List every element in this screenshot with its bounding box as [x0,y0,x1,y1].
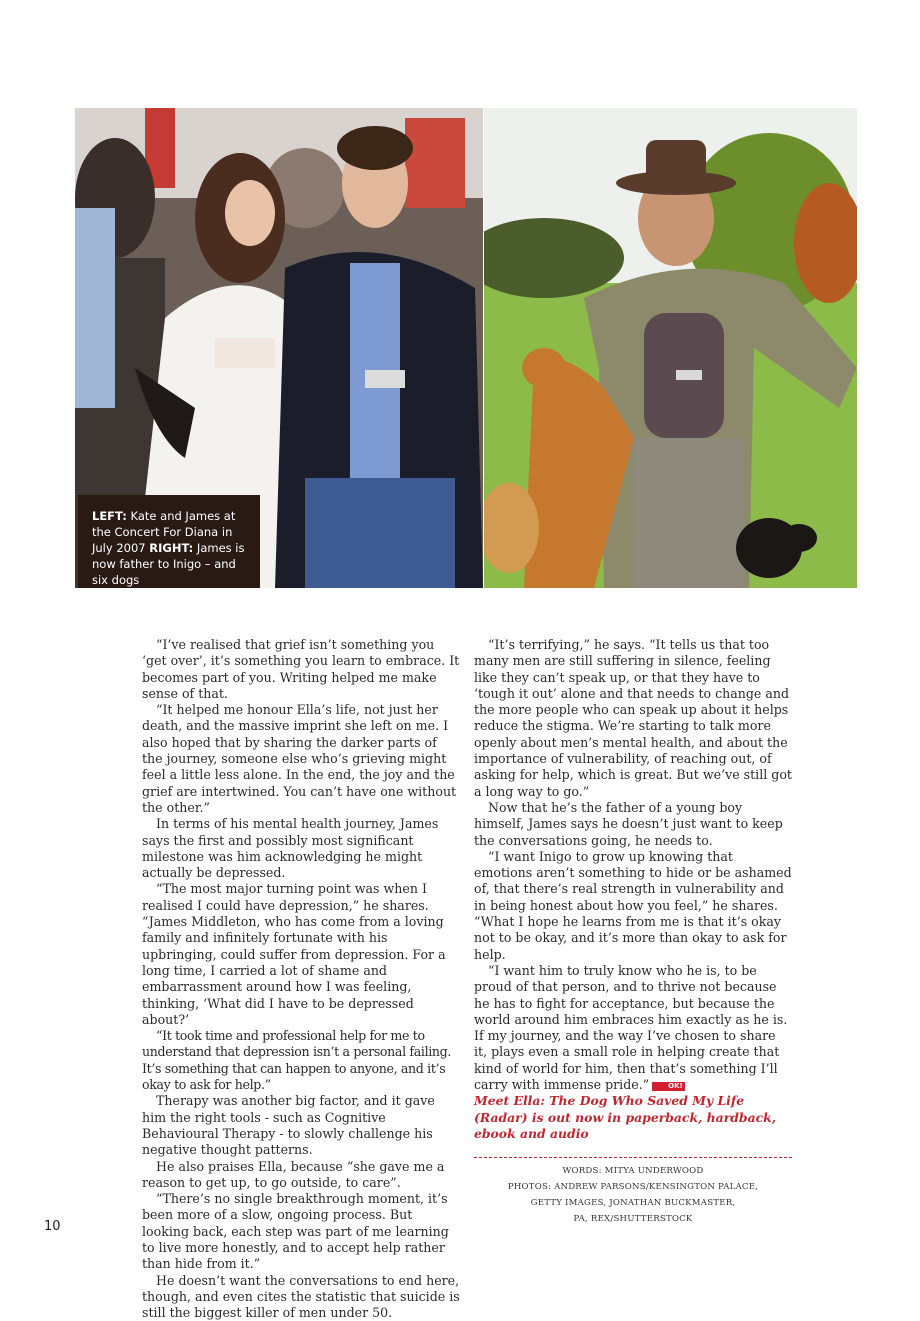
credits-divider [474,1157,792,1158]
caption-right-label: RIGHT: [149,541,194,555]
credit-words: WORDS: MITYA UNDERWOOD [562,1166,704,1177]
paragraph: Now that he’s the father of a young boy himself, James says he doesn’t just want to keep the conversations going, he needs to. [474,799,783,848]
paragraph: He also praises Ella, because “she gave me a reason to get up, to go outside, to care”. [142,1158,445,1190]
paragraph: Therapy was another big factor, and it gave him the right tools - such as Cognitive Behavioural Therapy - to slowly challenge his negative thought patterns. [142,1093,435,1158]
paragraph: “It took time and professional help for me to understand that depression isn’t a personal failing. It’s something that can happen to anyone, and it’s okay to ask for help.” [142,1028,452,1093]
photo-james-with-inigo-and-dogs [484,108,857,588]
page-number: 10 [44,1219,61,1234]
paragraph: “I want Inigo to grow up knowing that emotions aren’t something to hide or be ashamed of, that there’s real strength in vulnerability and in being honest about how you feel,” he shares. “What I hope he learns from me is that it’s okay not to be okay, and it’s more than okay to ask for help. [474,848,792,962]
credit-photos-line: GETTY IMAGES, JONATHAN BUCKMASTER, [530,1197,736,1208]
photo-caption [78,495,260,588]
paragraph: He doesn’t want the conversations to end here, though, and even cites the statistic that suicide is still the biggest killer of men under 50. [142,1272,460,1321]
article-column-left [142,637,460,1321]
paragraph: “It helped me honour Ella’s life, not just her death, and the massive imprint she left on me. I also hoped that by sharing the darker parts of the journey, someone else who’s grieving might feel a little less alone. In the end, the joy and the grief are intertwined. You can’t have one without the other.” [142,702,457,815]
caption-left-label: LEFT: [92,509,127,523]
caption-left-text: Kate and James at the Concert For Diana in July 2007 [92,509,236,555]
article-column-right [474,637,792,1227]
closing-paragraph-text: “I want him to truly know who he is, to be proud of that person, and to thrive not because he has to fight for acceptance, but because the world around him embraces him exactly as he is. If my journey, and the way I’ve chosen to share it, plays even a small role in helping create that kind of world for him, then that’s something I’ll carry with immense pride.” [474,962,788,1093]
book-promo-note: Meet Ella: The Dog Who Saved My Life (Radar) is out now in paperback, hardback, ebook and audio [474,1093,777,1141]
paragraph: “I’ve realised that grief isn’t something you ‘get over’, it’s something you learn to embrace. It becomes part of you. Writing helped me make sense of that. [142,637,460,701]
paragraph: In terms of his mental health journey, James says the first and possibly most significant milestone was him acknowledging he might actually be depressed. [142,816,439,881]
credit-photos-line: PHOTOS: ANDREW PARSONS/KENSINGTON PALACE, [507,1182,759,1192]
paragraph: “It’s terrifying,” he says. “It tells us that too many men are still suffering in silence, feeling like they can’t speak up, or that they have to ‘tough it out’ alone and that needs to change and the more people who can speak up about it helps reduce the stigma. We’re starting to talk more openly about men’s mental health, and about the importance of vulnerability, of reaching out, of asking for help, which is great. But we’ve still got a long way to go.” [474,637,792,799]
credit-photos-line: PA, REX/SHUTTERSTOCK [573,1213,693,1224]
ok-magazine-end-mark: OK! [652,1082,685,1091]
paragraph [474,963,792,1093]
caption-right-text: James is now father to Inigo – and six dogs [92,541,245,587]
paragraph: “There’s no single breakthrough moment, it’s been more of a slow, ongoing process. But looking back, each step was part of me learning to live more honestly, and to accept help rather than hide from it.” [142,1191,449,1272]
paragraph: “The most major turning point was when I realised I could have depression,” he shares. “James Middleton, who has come from a loving family and infinitely fortunate with his upbringing, could suffer from depression. For a long time, I carried a lot of shame and embarrassment around how I was feeling, thinking, ‘What did I have to be depressed about?’ [142,881,446,1027]
photo-credits [474,1164,792,1227]
